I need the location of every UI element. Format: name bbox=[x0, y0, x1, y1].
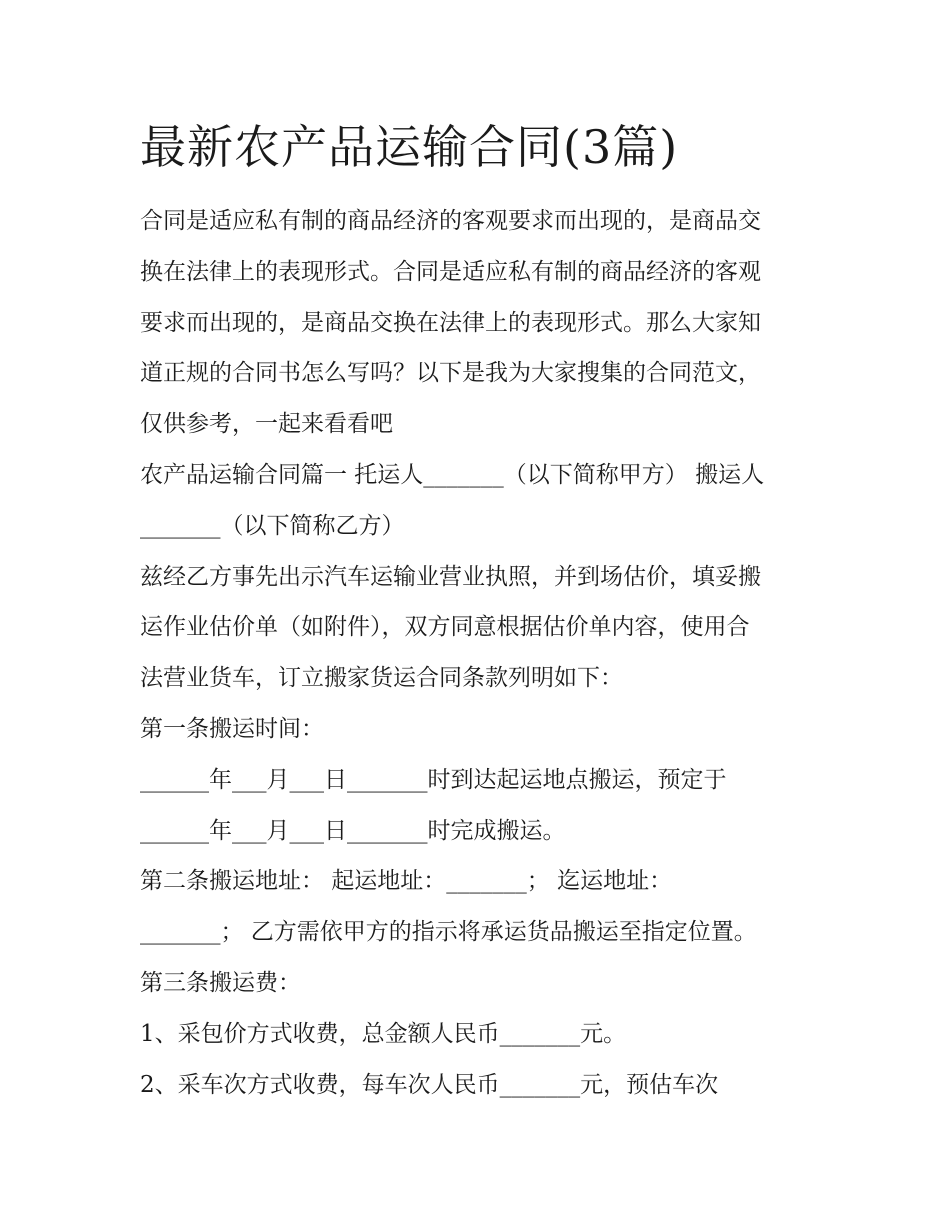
text-line: 合同是适应私有制的商品经济的客观要求而出现的，是商品交 bbox=[140, 208, 761, 234]
text-line: 农产品运输合同篇一 托运人_______（以下简称甲方） 搬运人 bbox=[140, 461, 765, 488]
text-line: 仅供参考，一起来看看吧 bbox=[140, 411, 393, 438]
text-line: 法营业货车，订立搬家货运合同条款列明如下： bbox=[140, 665, 623, 692]
text-line: 运作业估价单（如附件），双方同意根据估价单内容，使用合 bbox=[140, 614, 750, 641]
document-title: 最新农产品运输合同(3篇) bbox=[140, 120, 679, 174]
text-line: ______年___月___日_______时到达起运地点搬运，预定于 bbox=[140, 766, 727, 793]
article1-body bbox=[140, 755, 820, 857]
document-body bbox=[140, 196, 820, 1110]
text-line: 第二条搬运地址： 起运地址：_______； 迄运地址： bbox=[140, 868, 673, 895]
paragraph-intro bbox=[140, 196, 820, 450]
article1-heading bbox=[140, 704, 820, 755]
article3-item2 bbox=[140, 1060, 820, 1111]
text-line: 2、采车次方式收费，每车次人民币_______元，预估车次 bbox=[140, 1071, 719, 1098]
paragraph-parties bbox=[140, 450, 820, 552]
paragraph-preamble bbox=[140, 552, 820, 704]
text-line: 兹经乙方事先出示汽车运输业营业执照，并到场估价，填妥搬 bbox=[140, 563, 761, 590]
text-line: 要求而出现的，是商品交换在法律上的表现形式。那么大家知 bbox=[140, 309, 761, 336]
text-line: 道正规的合同书怎么写吗？以下是我为大家搜集的合同范文， bbox=[140, 360, 761, 387]
text-line: 第一条搬运时间： bbox=[140, 715, 324, 742]
article3-item1 bbox=[140, 1009, 820, 1060]
article2 bbox=[140, 856, 820, 958]
article3-heading bbox=[140, 958, 820, 1009]
text-line: 1、采包价方式收费，总金额人民币_______元。 bbox=[140, 1020, 627, 1047]
text-line: _______； 乙方需依甲方的指示将承运货品搬运至指定位置。 bbox=[140, 919, 757, 946]
text-line: 第三条搬运费： bbox=[140, 969, 301, 996]
text-line: _______（以下简称乙方） bbox=[140, 512, 405, 539]
text-line: ______年___月___日_______时完成搬运。 bbox=[140, 817, 566, 844]
text-line: 换在法律上的表现形式。合同是适应私有制的商品经济的客观 bbox=[140, 258, 761, 285]
